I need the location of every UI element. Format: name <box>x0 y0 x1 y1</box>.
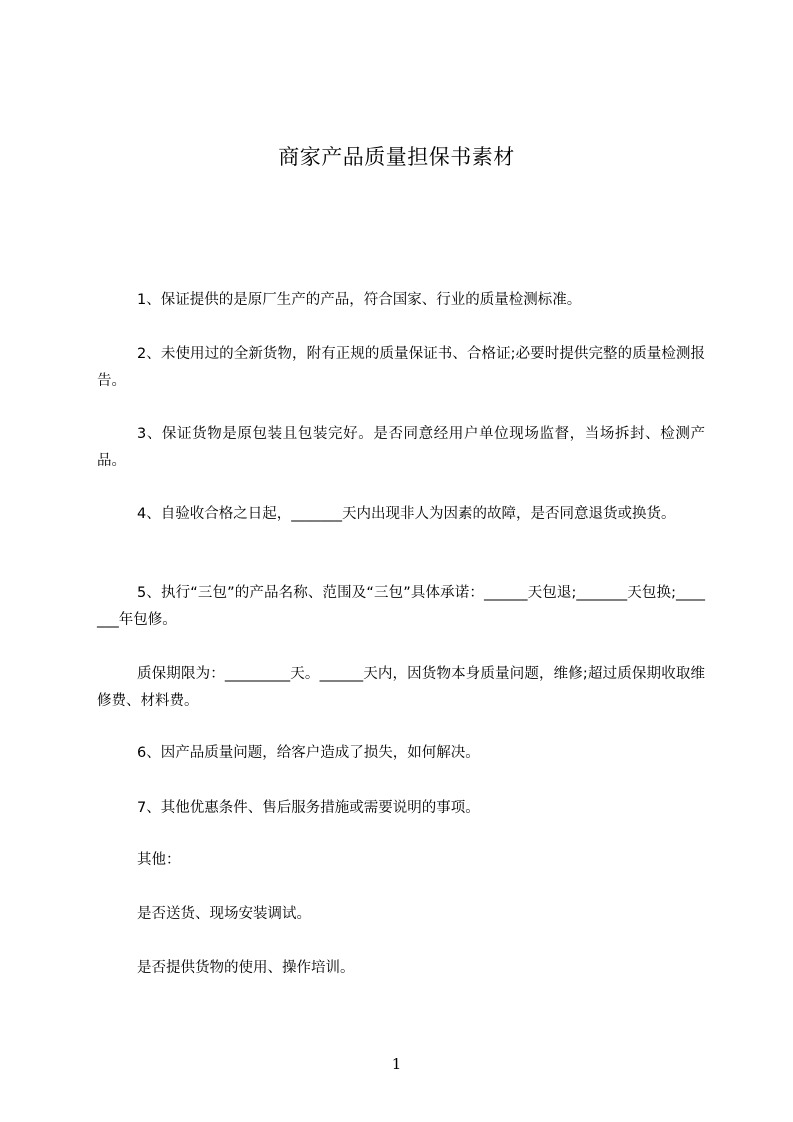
clause-2: 2、未使用过的全新货物，附有正规的质量保证书、合格证;必要时提供完整的质量检测报告。 <box>97 346 705 389</box>
delivery-installation-item: 是否送货、现场安装调试。 <box>137 906 311 922</box>
clause-6: 6、因产品质量问题，给客户造成了损失，如何解决。 <box>137 745 480 761</box>
clause-1: 1、保证提供的是原厂生产的产品，符合国家、行业的质量检测标准。 <box>137 292 582 308</box>
clause-4: 4、自验收合格之日起，_______天内出现非人为因素的故障，是否同意退货或换货。 <box>137 506 676 522</box>
page-number: 1 <box>391 1055 402 1073</box>
clause-3: 3、保证货物是原包装且包装完好。是否同意经用户单位现场监督，当场拆封、检测产品。 <box>97 426 705 469</box>
other-heading: 其他： <box>137 852 181 868</box>
clause-7: 7、其他优惠条件、售后服务措施或需要说明的事项。 <box>137 800 480 816</box>
training-item: 是否提供货物的使用、操作培训。 <box>137 960 355 976</box>
warranty-period-paragraph: 质保期限为：_________天。______天内，因货物本身质量问题，维修;超过质保期收取维修费、材料费。 <box>97 666 705 709</box>
document-title: 商家产品质量担保书素材 <box>278 145 515 169</box>
clause-5: 5、执行“三包”的产品名称、范围及“三包”具体承诺：______天包退;_______天包换;_______年包修。 <box>97 585 705 628</box>
